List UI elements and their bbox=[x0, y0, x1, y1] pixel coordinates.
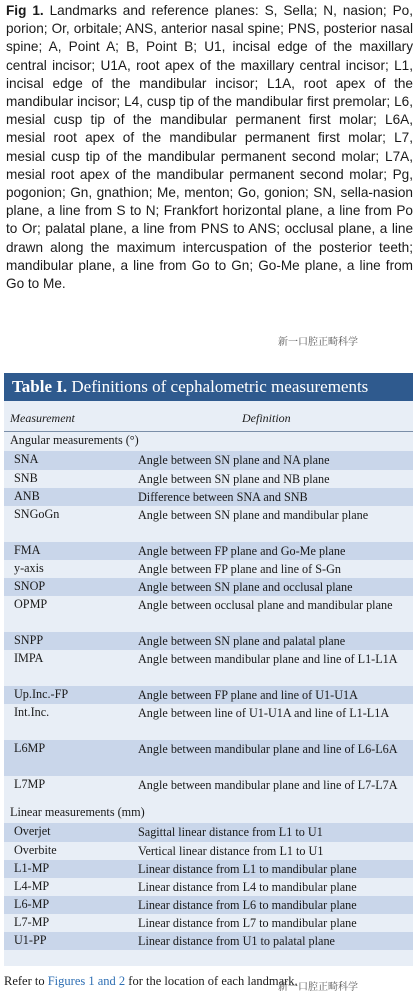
measurement-name: U1-PP bbox=[14, 933, 47, 947]
measurement-name: L4-MP bbox=[14, 879, 50, 893]
measurement-name: Int.Inc. bbox=[14, 705, 50, 719]
footnote-prefix: Refer to bbox=[4, 974, 48, 988]
measurement-definition: Angle between SN plane and NA plane bbox=[138, 453, 330, 467]
table-row bbox=[4, 650, 413, 686]
table-row bbox=[4, 932, 413, 950]
measurement-name: Up.Inc.-FP bbox=[14, 687, 69, 701]
measurement-name: y-axis bbox=[14, 561, 44, 575]
table-row bbox=[4, 896, 413, 914]
table-row bbox=[4, 878, 413, 896]
measurement-definition: Linear distance from L7 to mandibular plane bbox=[138, 916, 357, 930]
section-linear: Linear measurements (mm) bbox=[10, 805, 145, 819]
measurement-definition: Angle between FP plane and line of U1-U1A bbox=[138, 688, 358, 702]
measurement-definition: Angle between line of U1-U1A and line of L1-L1A bbox=[138, 706, 390, 720]
measurement-name: Overjet bbox=[14, 824, 51, 838]
table-label: Table I. bbox=[12, 377, 68, 396]
measurement-definition: Angle between SN plane and occlusal plane bbox=[138, 580, 353, 594]
table-row bbox=[4, 488, 413, 506]
measurement-table bbox=[4, 401, 413, 966]
figures-link[interactable]: Figures 1 and 2 bbox=[47, 974, 126, 988]
table-title-bar bbox=[4, 373, 413, 401]
table-row bbox=[4, 860, 413, 878]
measurement-definition: Angle between SN plane and mandibular plane bbox=[138, 508, 369, 522]
measurement-definition: Linear distance from U1 to palatal plane bbox=[138, 934, 335, 948]
measurement-name: L6-MP bbox=[14, 897, 50, 911]
table-row bbox=[4, 914, 413, 932]
header-measurement: Measurement bbox=[10, 411, 75, 425]
table-row bbox=[4, 560, 413, 578]
watermark: 新一口腔正畸科学 bbox=[278, 337, 358, 348]
measurement-name: L7MP bbox=[14, 777, 46, 791]
measurement-definition: Angle between mandibular plane and line of L7-L7A bbox=[138, 778, 398, 792]
table-row bbox=[4, 823, 413, 842]
table-row bbox=[4, 632, 413, 650]
measurement-name: ANB bbox=[14, 489, 40, 503]
caption-label: Fig 1. bbox=[6, 3, 44, 18]
measurement-name: L6MP bbox=[14, 741, 46, 755]
table-row bbox=[4, 596, 413, 632]
table-row bbox=[4, 578, 413, 596]
footnote-suffix: for the location of each landmark. bbox=[125, 974, 298, 988]
table-header bbox=[4, 401, 413, 432]
measurement-name: L7-MP bbox=[14, 915, 50, 929]
table-row bbox=[4, 686, 413, 704]
measurement-name: SNB bbox=[14, 471, 38, 485]
measurement-name: SNA bbox=[14, 452, 39, 466]
table-row bbox=[4, 542, 413, 560]
table-title: Definitions of cephalometric measurements bbox=[71, 377, 369, 396]
header-definition: Definition bbox=[242, 411, 291, 425]
section-angular: Angular measurements (°) bbox=[10, 433, 139, 447]
measurement-name: SNOP bbox=[14, 579, 46, 593]
measurement-definition: Angle between mandibular plane and line of L1-L1A bbox=[138, 652, 398, 666]
table-footnote bbox=[4, 974, 298, 989]
measurement-definition: Angle between mandibular plane and line of L6-L6A bbox=[138, 742, 398, 756]
measurement-definition: Linear distance from L6 to mandibular plane bbox=[138, 898, 357, 912]
table-row bbox=[4, 740, 413, 776]
table-row bbox=[4, 451, 413, 470]
measurement-definition: Vertical linear distance from L1 to U1 bbox=[138, 844, 324, 858]
measurement-definition: Linear distance from L1 to mandibular plane bbox=[138, 862, 357, 876]
measurement-name: SNGoGn bbox=[14, 507, 60, 521]
measurement-definition: Angle between FP plane and Go-Me plane bbox=[138, 544, 346, 558]
measurement-name: Overbite bbox=[14, 843, 57, 857]
table-row bbox=[4, 842, 413, 860]
measurement-definition: Linear distance from L4 to mandibular plane bbox=[138, 880, 357, 894]
measurement-name: FMA bbox=[14, 543, 41, 557]
watermark-bottom: 新一口腔正畸科学 bbox=[278, 982, 358, 993]
measurement-name: SNPP bbox=[14, 633, 44, 647]
measurement-definition: Angle between occlusal plane and mandibular plane bbox=[138, 598, 393, 612]
figure-caption bbox=[6, 2, 413, 293]
caption-text: Landmarks and reference planes: S, Sella; N, nasion; Po, porion; Or, orbitale; ANS, anterior nasal spine; PNS, posterior nasal spine; A, Point A; B, Point B; U1, incisal edge of the maxillary central incisor; U1A, root apex of the maxillary central incisor; L1, incisal edge of the mandibular incisor; L1A, root apex of the mandibular incisor; L4, cusp tip of the mandibular first premolar; L6, mesial cusp tip of the mandibular permanent first molar; L6A, mesial root apex of the mandibular permanent first molar; L7, mesial cusp tip of the mandibular permanent second molar; L7A, mesial root apex of the mandibular permanent second molar; Pg, pogonion; Gn, gnathion; Me, menton; Go, gonion; SN, sella-nasion plane, a line from S to N; Frankfort horizontal plane, a line from Po to Or; palatal plane, a line from PNS to ANS; occlusal plane, a line drawn along the maximum intercuspation of the posterior teeth; mandibular plane, a line from Go to Gn; Go-Me plane, a line from Go to Me. bbox=[6, 3, 414, 292]
measurement-name: OPMP bbox=[14, 597, 48, 611]
measurement-name: IMPA bbox=[14, 651, 44, 665]
measurement-definition: Difference between SNA and SNB bbox=[138, 490, 308, 504]
measurement-definition: Angle between SN plane and NB plane bbox=[138, 472, 330, 486]
measurement-definition: Angle between FP plane and line of S-Gn bbox=[138, 562, 341, 576]
table-row bbox=[4, 470, 413, 488]
measurement-name: L1-MP bbox=[14, 861, 50, 875]
table-row bbox=[4, 506, 413, 542]
measurement-definition: Sagittal linear distance from L1 to U1 bbox=[138, 825, 323, 839]
measurement-definition: Angle between SN plane and palatal plane bbox=[138, 634, 346, 648]
table-row bbox=[4, 704, 413, 740]
